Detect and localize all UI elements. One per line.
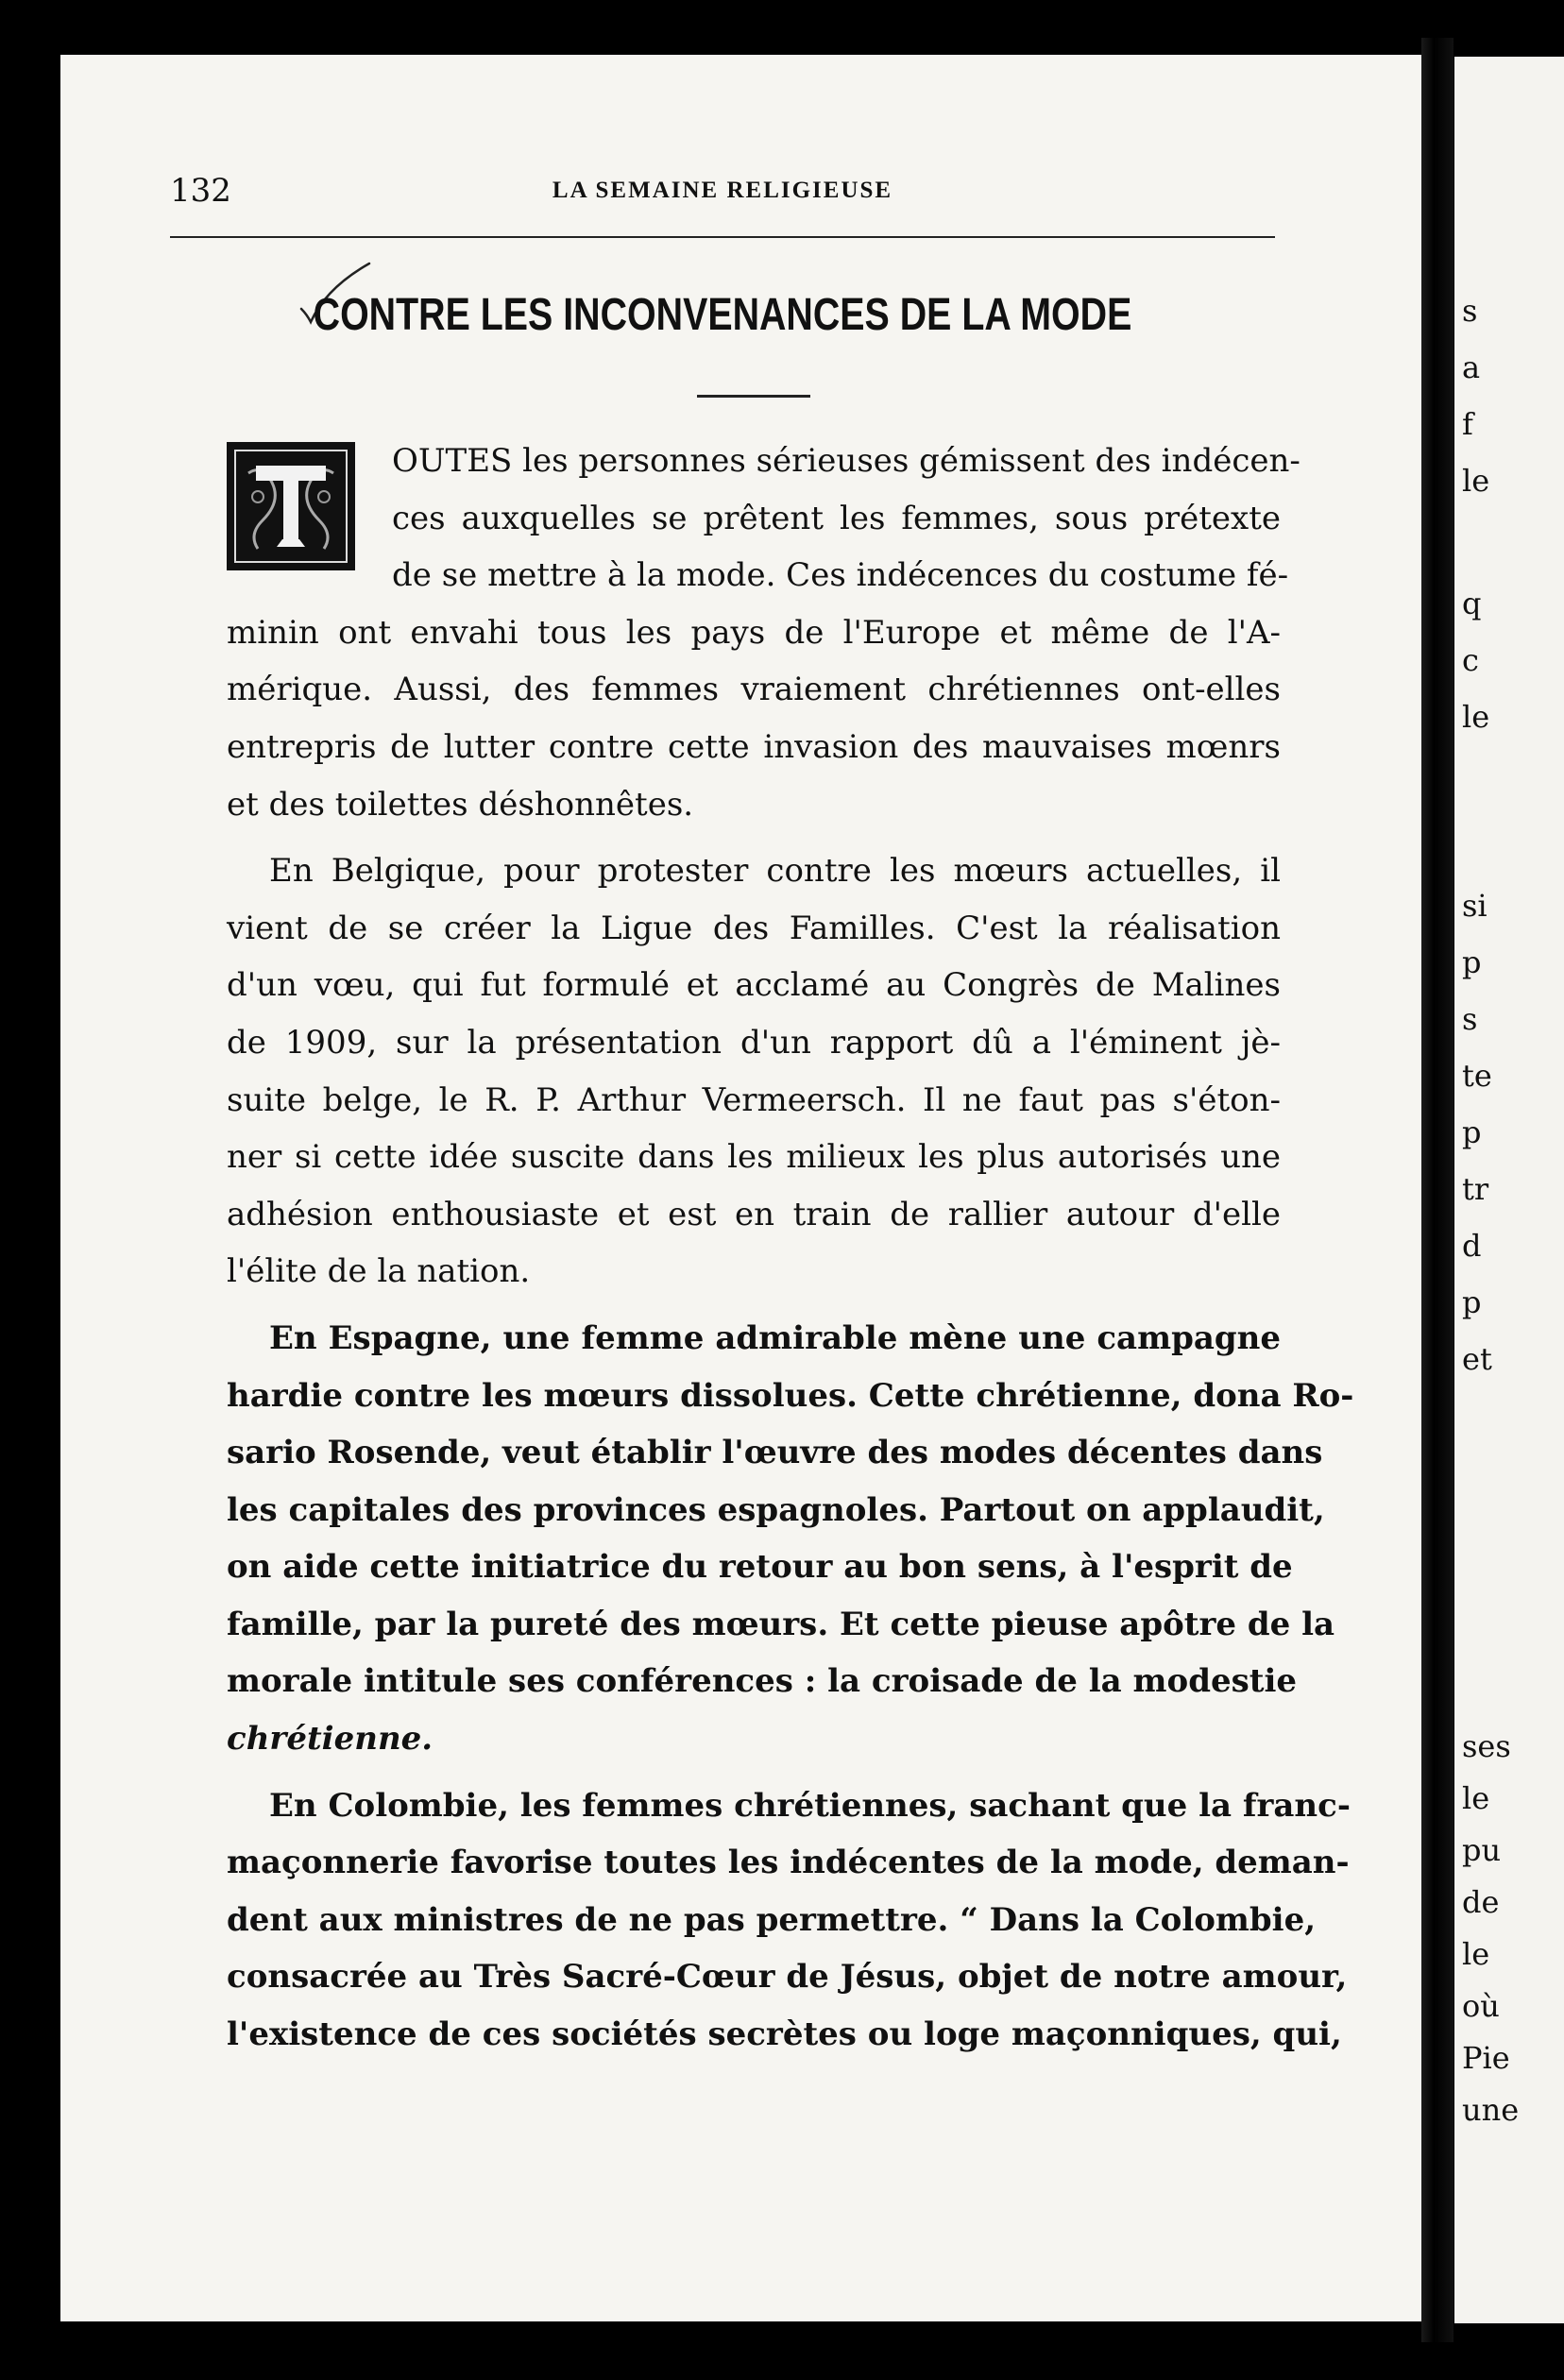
page-number: 132 <box>170 172 231 210</box>
facing-page-fragment: Pie <box>1462 2040 1510 2076</box>
text-line: vient de se créer la Ligue des Familles. C'est la réalisation <box>227 909 1281 947</box>
article-title: CONTRE LES INCONVENANCES DE LA MODE <box>313 290 1132 340</box>
facing-page-fragment: s <box>1462 1001 1478 1037</box>
facing-page-fragment: d <box>1462 1228 1482 1264</box>
facing-page-fragment: p <box>1462 1114 1482 1150</box>
facing-page-fragment: et <box>1462 1341 1492 1377</box>
text-line: de se mettre à la mode. Ces indécences du costume fé- <box>392 556 1289 595</box>
facing-page-fragment: s <box>1462 293 1478 329</box>
text-line: de 1909, sur la présentation d'un rapport dû a l'éminent jè- <box>227 1023 1281 1062</box>
text-line: mérique. Aussi, des femmes vraiement chrétiennes ont-elles <box>227 671 1281 709</box>
text-line: morale intitule ses conférences : la croisade de la modestie <box>227 1662 1298 1701</box>
facing-page-fragment: le <box>1462 463 1490 499</box>
text-line: entrepris de lutter contre cette invasion des mauvaises mœnrs <box>227 727 1281 766</box>
facing-page-fragment: p <box>1462 944 1482 980</box>
text-line: l'existence de ces sociétés secrètes ou loge maçonniques, qui, <box>227 2015 1342 2054</box>
text-line: sario Rosende, veut établir l'œuvre des modes décentes dans <box>227 1434 1323 1472</box>
article-body <box>227 433 1354 2064</box>
text-line: maçonnerie favorise toutes les indécentes de la mode, deman- <box>227 1844 1350 1882</box>
facing-page-fragment: le <box>1462 699 1490 735</box>
header-rule <box>170 236 1275 238</box>
book-gutter <box>1421 38 1454 2342</box>
facing-page-fragment: le <box>1462 1936 1490 1972</box>
text-line: ces auxquelles se prêtent les femmes, sous prétexte <box>392 499 1281 537</box>
text-line: consacrée au Très Sacré-Cœur de Jésus, objet de notre amour, <box>227 1958 1348 1997</box>
facing-page-fragment: pu <box>1462 1832 1502 1868</box>
text-line: En Espagne, une femme admirable mène une campagne <box>269 1318 1281 1357</box>
text-line: adhésion enthousiaste et est en train de rallier autour d'elle <box>227 1195 1281 1233</box>
text-line: d'un vœu, qui fut formulé et acclamé au Congrès de Malines <box>227 966 1281 1005</box>
facing-page-fragment: c <box>1462 642 1479 678</box>
text-line: En Colombie, les femmes chrétiennes, sachant que la franc- <box>269 1786 1351 1825</box>
text-line: dent aux ministres de ne pas permettre. “ Dans la Colombie, <box>227 1900 1317 1939</box>
facing-page-fragment: si <box>1462 888 1488 924</box>
facing-page-fragment: f <box>1462 406 1473 442</box>
facing-page-fragment: tr <box>1462 1171 1489 1207</box>
facing-page-fragment: p <box>1462 1284 1482 1320</box>
page-header <box>170 172 1275 210</box>
facing-page-fragment: le <box>1462 1780 1490 1816</box>
text-line: hardie contre les mœurs dissolues. Cette chrétienne, dona Ro- <box>227 1376 1354 1415</box>
facing-page-fragment: ses <box>1462 1728 1511 1764</box>
facing-page <box>1454 57 1564 2323</box>
facing-page-fragment: a <box>1462 349 1481 385</box>
text-line: ner si cette idée suscite dans les milieux les plus autorisés une <box>227 1138 1281 1177</box>
text-line: les capitales des provinces espagnoles. Partout on applaudit, <box>227 1490 1325 1529</box>
text-line: chrétienne. <box>227 1720 434 1759</box>
text-line: OUTES les personnes sérieuses gémissent des indécen- <box>392 442 1300 480</box>
text-line: minin ont envahi tous les pays de l'Europe et même de l'A- <box>227 613 1281 652</box>
facing-page-fragment: une <box>1462 2092 1520 2128</box>
text-line: En Belgique, pour protester contre les mœurs actuelles, il <box>269 852 1281 891</box>
text-line: on aide cette initiatrice du retour au bon sens, à l'esprit de <box>227 1548 1293 1587</box>
facing-page-fragment: où <box>1462 1988 1500 2024</box>
text-line: famille, par la pureté des mœurs. Et cette pieuse apôtre de la <box>227 1605 1335 1643</box>
title-rule <box>697 395 810 398</box>
text-line: et des toilettes déshonnêtes. <box>227 785 694 824</box>
text-line: l'élite de la nation. <box>227 1252 531 1291</box>
facing-page-fragment: te <box>1462 1058 1492 1094</box>
facing-page-fragment: q <box>1462 586 1482 621</box>
text-line: suite belge, le R. P. Arthur Vermeersch. Il ne faut pas s'éton- <box>227 1080 1281 1119</box>
running-title: LA SEMAINE RELIGIEUSE <box>552 178 893 203</box>
facing-page-fragment: de <box>1462 1884 1500 1920</box>
